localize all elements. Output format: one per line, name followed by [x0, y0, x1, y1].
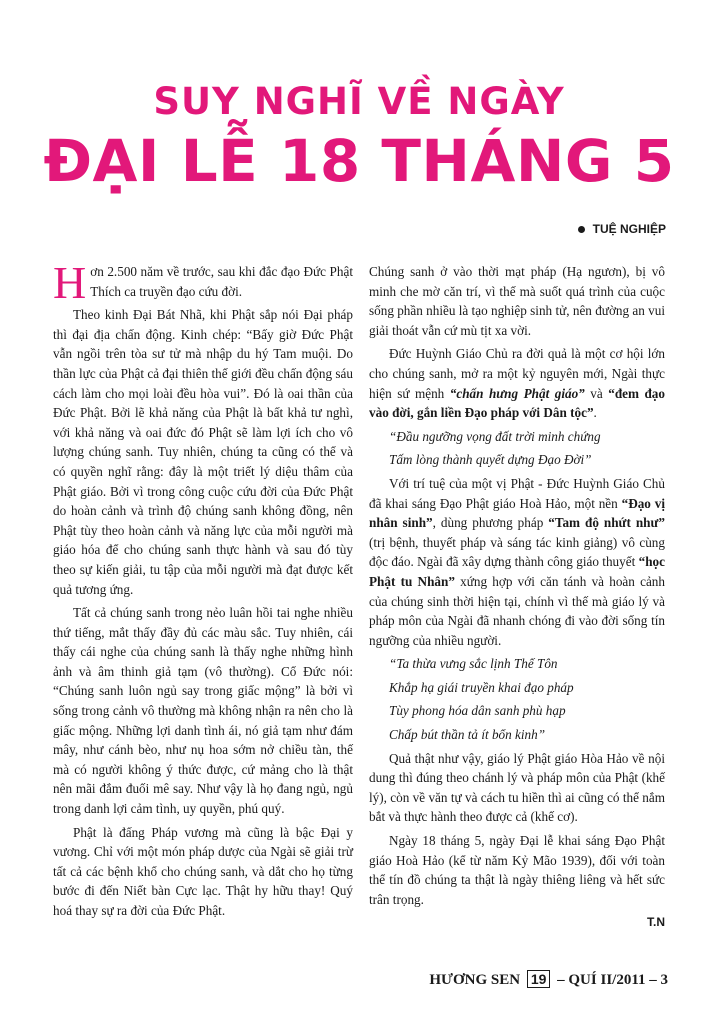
poem-line: Tùy phong hóa dân sanh phù hạp — [389, 703, 566, 719]
magazine-name: HƯƠNG SEN — [429, 972, 521, 988]
poem-line: Tấm lòng thành quyết dựng Đạo Đời” — [389, 452, 592, 468]
byline — [578, 222, 666, 236]
poem-line: Khắp hạ giái truyền khai đạo pháp — [389, 679, 574, 695]
page-footer — [429, 970, 668, 989]
poem-line: “Ta thừa vưng sắc lịnh Thế Tôn — [389, 656, 558, 672]
article-title-line1: SUY NGHĨ VỀ NGÀY — [153, 80, 565, 123]
paragraph: Phật là đấng Pháp vương mà cũng là bậc Đại y vương. Chỉ với một món pháp dược của Ngài sẽ giải trừ tất cả các bệnh khổ cho chúng sanh, và dắt cho họ từng bước đi đến Niết bàn Cực lạc. Thật hy hữu thay! Quý hoá thay sự ra đời của Đức Phật. — [53, 824, 353, 918]
paragraph: Với trí tuệ của một vị Phật - Đức Huỳnh Giáo Chủ đã khai sáng Đạo Phật giáo Hoà Hảo, một nền “Đạo vị nhân sinh”, dùng phương pháp “Tam độ nhứt như” (trị bệnh, thuyết pháp và sáng tác kinh giảng) vô cùng độc đáo. Ngài đã xây dựng thành công giáo thuyết “học Phật tu Nhân” xứng hợp với căn tánh và hoàn cảnh của chúng sinh thời hiện tại, chính vì thế mà giáo lý và pháp môn của Ngài đã nhanh chóng đi vào đời sống tín ngưỡng của nhiều người. — [369, 475, 665, 648]
page-number: 3 — [660, 972, 668, 988]
quote-emphasis: “học Phật tu Nhân” — [369, 554, 665, 589]
article-title-line2: ĐẠI LỄ 18 THÁNG 5 — [43, 127, 675, 195]
paragraph: Chúng sanh ở vào thời mạt pháp (Hạ ngươn), bị vô minh che mờ căn trí, vì thế mà suốt quá trình của cuộc sống phần nhiều là tạo nghiệp sinh tử, nên đường an vui giải thoát vẫn cứ mù tịt xa vời. — [369, 264, 665, 338]
quote-emphasis: “đem đạo vào đời, gắn liền Đạo pháp với Dân tộc” — [369, 385, 665, 421]
paragraph: Đức Huỳnh Giáo Chủ ra đời quả là một cơ hội lớn cho chúng sanh, mở ra một kỷ nguyên mới, Ngài thực hiện sứ mệnh “chấn hưng Phật giáo” và “đem đạo vào đời, gắn liền Đạo pháp với Dân tộc”. — [369, 346, 665, 421]
dropcap: H — [53, 257, 87, 308]
bullet-icon — [578, 226, 585, 233]
poem-line: “Đầu ngưỡng vọng đất trời minh chứng — [389, 428, 601, 444]
poem-line: Chấp bút thần tả ít bổn kinh” — [389, 727, 546, 743]
left-column — [53, 257, 353, 925]
quote-emphasis: “Tam độ nhứt như” — [548, 515, 665, 531]
right-column — [369, 262, 665, 933]
paragraph: Ngày 18 tháng 5, ngày Đại lễ khai sáng Đạo Phật giáo Hoà Hảo (kể từ năm Kỷ Mão 1939), đối với toàn thể tín đồ chúng ta thật là ngày thiêng liêng và hết sức trân trọng. — [369, 833, 665, 907]
signature: T.N — [647, 915, 665, 930]
author-name: TUỆ NGHIỆP — [592, 222, 666, 236]
quote-emphasis: “chấn hưng Phật giáo” — [449, 385, 585, 401]
issue-number: 19 — [527, 970, 551, 988]
paragraph: Hơn 2.500 năm về trước, sau khi đắc đạo Đức Phật Thích ca truyền đạo cứu đời. — [53, 257, 353, 308]
paragraph: Tất cả chúng sanh trong nẻo luân hồi tai nghe nhiều thứ tiếng, mắt thấy đầy đủ các màu sắc. Tuy nhiên, cái thấy cái nghe của chúng sanh là thấy nghe những hình ảnh và âm thinh giả tạm (vô thường). Cổ Đức nói: “Chúng sanh luôn ngủ say trong giấc mộng” là bởi vì sống trong cảnh vô thường mà không nhận ra nên cho là giấc mộng. Những lợi danh tình ái, nó giả tạm như đám mây, như cánh bèo, như nụ hoa sớm nở chiều tàn, thế mà có người không ý thức được, cứ mảng cho là thật nên mãi đắm đuối mê say. Như vậy là họ đang ngủ, ngủ trong danh lợi cảm tình, uy quyền, phú quý. — [53, 605, 353, 817]
paragraph: Quả thật như vậy, giáo lý Phật giáo Hòa Hảo về nội dung thì đúng theo chánh lý và pháp môn của Phật (khế lý), còn về văn tự và cách tu hiền thì ai cũng có thể nắm bắt và thực hành theo được cả (khế cơ). — [369, 750, 665, 825]
paragraph: Theo kinh Đại Bát Nhã, khi Phật sắp nói Đại pháp thì đại địa chấn động. Kinh chép: “Bấy giờ Đức Phật vẫn ngồi trên tòa sư tử mà nhập du hý Tam muội. Do thần lực của Phật cả đại thiên thế giới đều chấn động sáu cách làm cho mọi loài đều hòa vui”. Đó là oai thần của Đức Phật. Bởi lẽ khả năng của Phật là bất khả tư nghì, với khả năng và oai đức đó Phật sẽ làm lợi ích cho vô lượng chúng sanh. Tuy nhiên, chúng ta cũng có thể và có quyền nghĩ rằng: đây là một triết lý diệu thâm của Phật giáo. Bởi vì trong công cuộc cứu đời của Đức Phật do hoàn cảnh và trình độ chúng sanh không đồng, nên Phật tùy theo hoàn cảnh và năng lực của mỗi người mà giáo hóa để cho chúng sanh thực hành và sau đó tùy theo sự kiến giải, tu tập của mỗi người mà đạt được kết quả tương ứng. — [53, 307, 353, 597]
quote-emphasis: “Đạo vị nhân sinh” — [369, 495, 665, 531]
issue-period: – QUÍ II/2011 – — [557, 972, 657, 988]
